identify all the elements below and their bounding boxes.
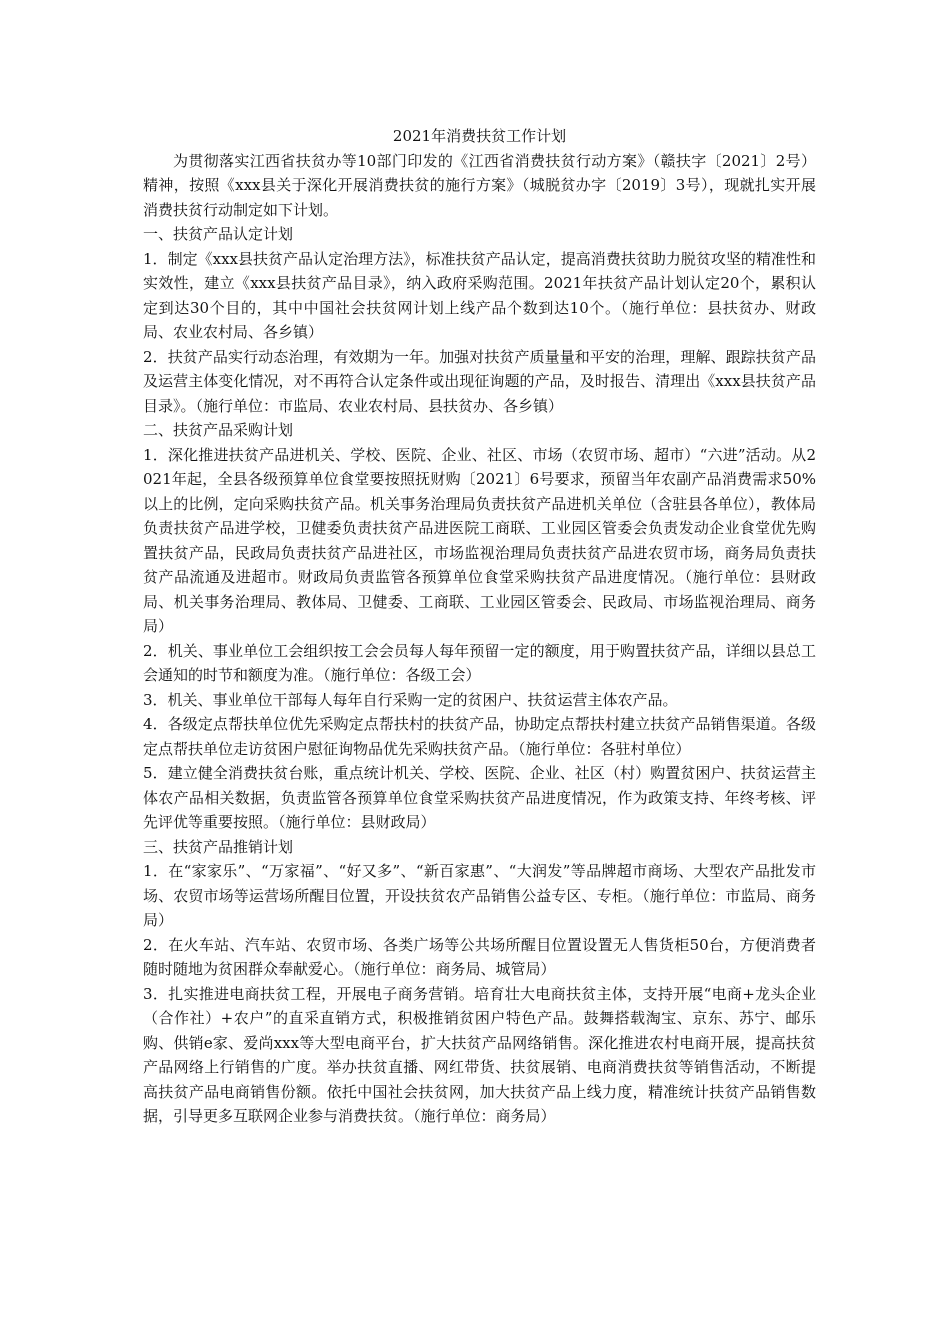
section-3-item-3: 3．扎实推进电商扶贫工程，开展电子商务营销。培育壮大电商扶贫主体，支持开展“电商+龙头企业（合作社）+农户”的直采直销方式，积极推销贫困户特色产品。鼓舞搭载淘宝、京东、苏宁、邮乐购、供销e家、爱尚xxx等大型电商平台，扩大扶贫产品网络销售。深化推进农村电商开展，提高扶贫产品网络上行销售的广度。举办扶贫直播、网红带货、扶贫展销、电商消费扶贫等销售活动，不断提高扶贫产品电商销售份额。依托中国社会扶贫网，加大扶贫产品上线力度，精准统计扶贫产品销售数据，引导更多互联网企业参与消费扶贫。（施行单位：商务局） bbox=[143, 984, 816, 1125]
section-2-item-2: 2．机关、事业单位工会组织按工会会员每人每年预留一定的额度，用于购置扶贫产品，详细以县总工会通知的时节和额度为准。（施行单位：各级工会） bbox=[143, 641, 816, 684]
section-2-item-3: 3．机关、事业单位干部每人每年自行采购一定的贫困户、扶贫运营主体农产品。 bbox=[143, 690, 678, 709]
section-heading-3: 三、扶贫产品推销计划 bbox=[143, 837, 294, 856]
section-2-item-4: 4．各级定点帮扶单位优先采购定点帮扶村的扶贫产品，协助定点帮扶村建立扶贫产品销售渠道。各级定点帮扶单位走访贫困户慰征询物品优先采购扶贫产品。（施行单位：各驻村单位） bbox=[143, 715, 816, 758]
section-3-item-1: 1．在“家家乐”、“万家福”、“好又多”、“新百家惠”、“大润发”等品牌超市商场、大型农产品批发市场、农贸市场等运营场所醒目位置，开设扶贫农产品销售公益专区、专柜。（施行单位：市监局、商务局） bbox=[143, 862, 816, 929]
section-1-item-1: 1．制定《xxx县扶贫产品认定治理方法》，标准扶贫产品认定，提高消费扶贫助力脱贫攻坚的精准性和实效性，建立《xxx县扶贫产品目录》，纳入政府采购范围。2021年扶贫产品计划认定20个，累积认定到达30个目的，其中中国社会扶贫网计划上线产品个数到达10个。（施行单位：县扶贫办、财政局、农业农村局、各乡镇） bbox=[143, 249, 816, 341]
section-3-item-2: 2．在火车站、汽车站、农贸市场、各类广场等公共场所醒目位置设置无人售货柜50台，方便消费者随时随地为贫困群众奉献爱心。（施行单位：商务局、城管局） bbox=[143, 935, 816, 978]
section-heading-1: 一、扶贫产品认定计划 bbox=[143, 225, 294, 243]
intro-paragraph: 为贯彻落实江西省扶贫办等10部门印发的《江西省消费扶贫行动方案》（赣扶字〔2021〕2号）精神，按照《xxx县关于深化开展消费扶贫的施行方案》（城脱贫办字〔2019〕3号），现就扎实开展消费扶贫行动制定如下计划。 bbox=[143, 151, 816, 219]
section-2-item-5: 5．建立健全消费扶贫台账，重点统计机关、学校、医院、企业、社区（村）购置贫困户、扶贫运营主体农产品相关数据，负责监管各预算单位食堂采购扶贫产品进度情况，作为政策支持、年终考核、评先评优等重要按照。（施行单位：县财政局） bbox=[143, 764, 816, 831]
section-heading-2: 二、扶贫产品采购计划 bbox=[143, 421, 294, 439]
document-title: 2021年消费扶贫工作计划 bbox=[392, 127, 567, 145]
section-1-item-2: 2．扶贫产品实行动态治理，有效期为一年。加强对扶贫产质量量和平安的治理，理解、跟踪扶贫产品及运营主体变化情况，对不再符合认定条件或出现征询题的产品，及时报告、清理出《xxx县扶贫产品目录》。（施行单位：市监局、农业农村局、县扶贫办、各乡镇） bbox=[143, 347, 816, 415]
section-2-item-1: 1．深化推进扶贫产品进机关、学校、医院、企业、社区、市场（农贸市场、超市）“六进”活动。从2021年起，全县各级预算单位食堂要按照抚财购〔2021〕6号要求，预留当年农副产品消费需求50%以上的比例，定向采购扶贫产品。机关事务治理局负责扶贫产品进机关单位（含驻县各单位），教体局负责扶贫产品进学校，卫健委负责扶贫产品进医院工商联、工业园区管委会负责发动企业食堂优先购置扶贫产品，民政局负责扶贫产品进社区，市场监视治理局负责扶贫产品进农贸市场，商务局负责扶贫产品流通及进超市。财政局负责监管各预算单位食堂采购扶贫产品进度情况。（施行单位：县财政局、机关事务治理局、教体局、卫健委、工商联、工业园区管委会、民政局、市场监视治理局、商务局） bbox=[143, 445, 816, 635]
document-page bbox=[143, 124, 816, 1129]
